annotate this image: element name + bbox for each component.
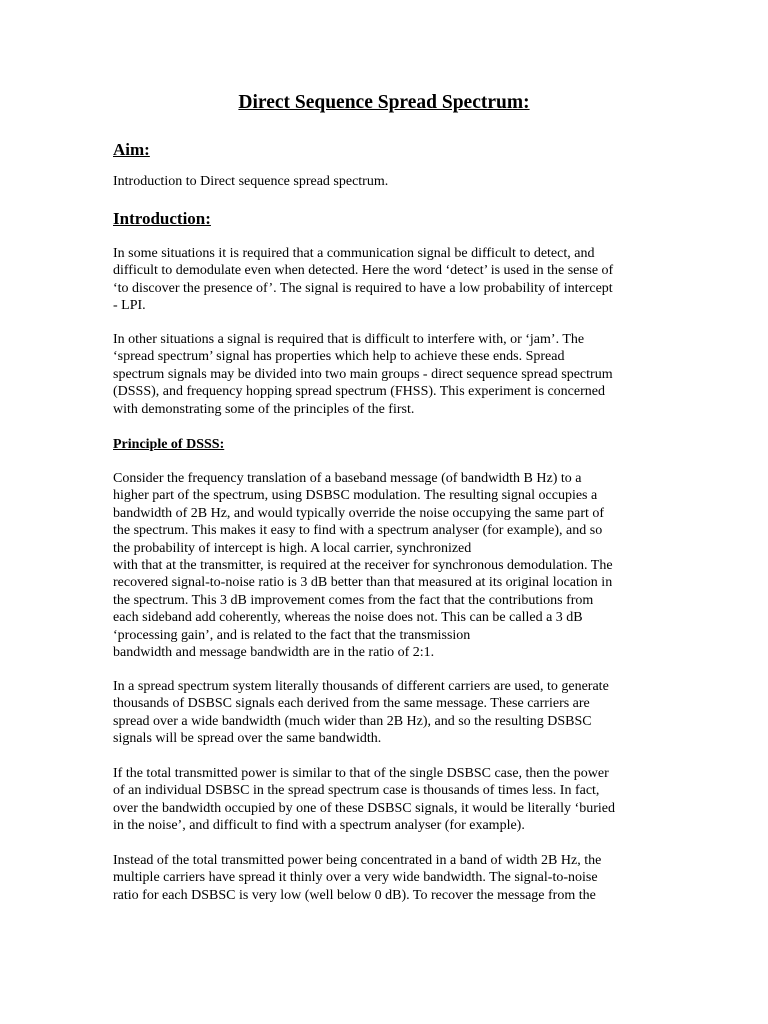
text-line: difficult to demodulate even when detected. Here the word ‘detect’ is used in the sense of bbox=[113, 263, 614, 279]
text-line: the spectrum. This 3 dB improvement comes from the fact that the contributions from bbox=[113, 592, 594, 608]
aim-heading: Aim: bbox=[113, 140, 150, 159]
text-line: each sideband add coherently, whereas the noise does not. This can be called a 3 dB bbox=[113, 610, 583, 626]
text-line: bandwidth of 2B Hz, and would typically override the noise occupying the same part of bbox=[113, 505, 605, 521]
text-line: ratio for each DSBSC is very low (well below 0 dB). To recover the message from the bbox=[113, 887, 596, 903]
intro-paragraph-2 bbox=[113, 331, 658, 418]
text-line: with that at the transmitter, is required at the receiver for synchronous demodulation. The bbox=[113, 558, 613, 574]
principle-heading: Principle of DSSS: bbox=[113, 437, 225, 452]
text-line: multiple carriers have spread it thinly over a very wide bandwidth. The signal-to-noise bbox=[113, 870, 598, 886]
text-line: higher part of the spectrum, using DSBSC modulation. The resulting signal occupies a bbox=[113, 488, 598, 504]
text-line: - LPI. bbox=[113, 298, 146, 314]
text-line: signals will be spread over the same bandwidth. bbox=[113, 731, 382, 747]
principle-paragraph-4 bbox=[113, 852, 658, 904]
text-line: ‘to discover the presence of’. The signal is required to have a low probability of intercept bbox=[113, 280, 613, 296]
text-line: ‘processing gain’, and is related to the fact that the transmission bbox=[113, 627, 471, 643]
intro-paragraph-1 bbox=[113, 245, 658, 315]
text-line: spread over a wide bandwidth (much wider than 2B Hz), and so the resulting DSBSC bbox=[113, 713, 592, 729]
text-line: the spectrum. This makes it easy to find with a spectrum analyser (for example), and so bbox=[113, 523, 603, 539]
text-line: in the noise’, and difficult to find with a spectrum analyser (for example). bbox=[113, 818, 525, 834]
text-line: If the total transmitted power is similar to that of the single DSBSC case, then the power bbox=[113, 766, 609, 781]
text-line: ‘spread spectrum’ signal has properties which help to achieve these ends. Spread bbox=[113, 349, 565, 365]
text-line: of an individual DSBSC in the spread spectrum case is thousands of times less. In fact, bbox=[113, 783, 600, 799]
text-line: recovered signal-to-noise ratio is 3 dB better than that measured at its original location in bbox=[113, 575, 613, 591]
text-line: spectrum signals may be divided into two main groups - direct sequence spread spectrum bbox=[113, 366, 613, 382]
page-title: Direct Sequence Spread Spectrum: bbox=[238, 92, 530, 113]
text-line: bandwidth and message bandwidth are in the ratio of 2:1. bbox=[113, 645, 435, 661]
aim-text: Introduction to Direct sequence spread spectrum. bbox=[113, 174, 389, 189]
text-line: the probability of intercept is high. A local carrier, synchronized bbox=[113, 540, 472, 556]
text-line: In other situations a signal is required that is difficult to interfere with, or ‘jam’. The bbox=[113, 332, 585, 347]
text-line: thousands of DSBSC signals each derived from the same message. These carriers are bbox=[113, 696, 590, 712]
principle-paragraph-3 bbox=[113, 765, 658, 835]
text-line: Instead of the total transmitted power being concentrated in a band of width 2B Hz, the bbox=[113, 853, 602, 868]
text-line: Consider the frequency translation of a baseband message (of bandwidth B Hz) to a bbox=[113, 471, 582, 486]
principle-paragraph-2 bbox=[113, 678, 658, 748]
text-line: In a spread spectrum system literally thousands of different carriers are used, to generate bbox=[113, 679, 609, 694]
text-line: In some situations it is required that a communication signal be difficult to detect, and bbox=[113, 246, 595, 261]
text-line: (DSSS), and frequency hopping spread spectrum (FHSS). This experiment is concerned bbox=[113, 384, 605, 400]
principle-paragraph-1 bbox=[113, 470, 658, 661]
text-line: with demonstrating some of the principles of the first. bbox=[113, 401, 415, 417]
text-line: over the bandwidth occupied by one of these DSBSC signals, it would be literally ‘buried bbox=[113, 800, 615, 816]
introduction-heading: Introduction: bbox=[113, 209, 211, 228]
